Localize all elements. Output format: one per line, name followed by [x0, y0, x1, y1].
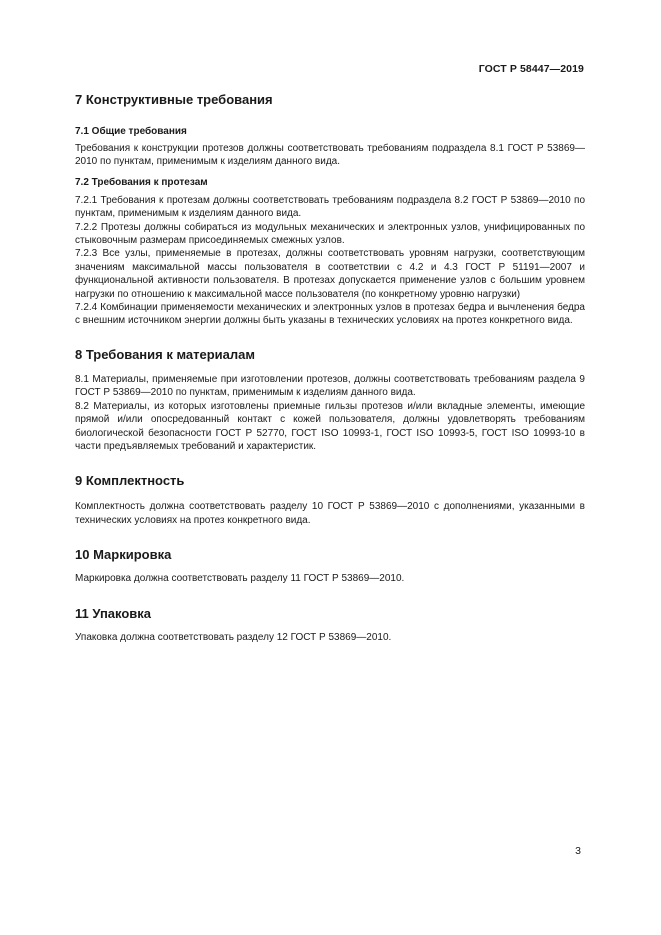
document-body	[75, 90, 585, 644]
subsection-7-2-title: 7.2 Требования к протезам	[75, 176, 208, 188]
section-9-title: 9 Комплектность	[75, 473, 185, 489]
paragraph-8-1: 8.1 Материалы, применяемые при изготовлении протезов, должны соответствовать требованиям раздела 9 ГОСТ Р 53869—2010 по пунктам, применимым к изделиям данного вида.	[75, 373, 585, 399]
paragraph-7-2-3: 7.2.3 Все узлы, применяемые в протезах, должны соответствовать уровням нагрузки, соответствующим значениям максимальной массы пользователя в соответствии с 4.2 и 4.3 ГОСТ Р 51191—2007 и функциональной активности пользователя. В протезах допускается применение узлов с большим уровнем нагрузки по отношению к максимальной массе пользователя (по конкретному уровню нагрузки)	[75, 248, 585, 300]
subsection-7-1-title: 7.1 Общие требования	[75, 126, 187, 137]
paragraph-8-2: 8.2 Материалы, из которых изготовлены приемные гильзы протезов и/или вкладные элементы, имеющие прямой и/или опосредованный контакт с кожей пользователя, должны удовлетворять требованиям биологической безопасности ГОСТ Р 52770, ГОСТ ISO 10993-1, ГОСТ ISO 10993-5, ГОСТ ISO 10993-10 в части предъявляемых требований и характеристик.	[75, 400, 585, 452]
paragraph-7-2-2: 7.2.2 Протезы должны собираться из модульных механических и электронных узлов, унифицированных по стыковочным размерам присоединяемых смежных узлов.	[75, 221, 585, 247]
section-10-title: 10 Маркировка	[75, 547, 172, 563]
section-7-title: 7 Конструктивные требования	[75, 92, 273, 107]
subsection-7-1-text: Требования к конструкции протезов должны соответствовать требованиям подраздела 8.1 ГОСТ Р 53869—2010 по пунктам, применимым к изделиям данного вида.	[75, 143, 585, 168]
paragraph-7-2-1: 7.2.1 Требования к протезам должны соответствовать требованиям подраздела 8.2 ГОСТ Р 53869—2010 по пунктам, применимым к изделиям данного вида.	[75, 194, 585, 220]
page-number: 3	[575, 845, 581, 857]
section-11-text: Упаковка должна соответствовать разделу 12 ГОСТ Р 53869—2010.	[75, 631, 392, 643]
section-8-title: 8 Требования к материалам	[75, 346, 256, 362]
standard-code: ГОСТ Р 58447—2019	[478, 63, 584, 75]
section-9-text: Комплектность должна соответствовать разделу 10 ГОСТ Р 53869—2010 с дополнениями, указанными в технических условиях на протез конкретного вида.	[75, 501, 585, 526]
section-11-title: 11 Упаковка	[75, 605, 152, 621]
section-10-text: Маркировка должна соответствовать разделу 11 ГОСТ Р 53869—2010.	[75, 573, 405, 585]
paragraph-7-2-4: 7.2.4 Комбинации применяемости механических и электронных узлов в протезах бедра и вычленения бедра с внешним источником энергии должны быть указаны в технических условиях на протез конкретного вида.	[75, 302, 585, 327]
